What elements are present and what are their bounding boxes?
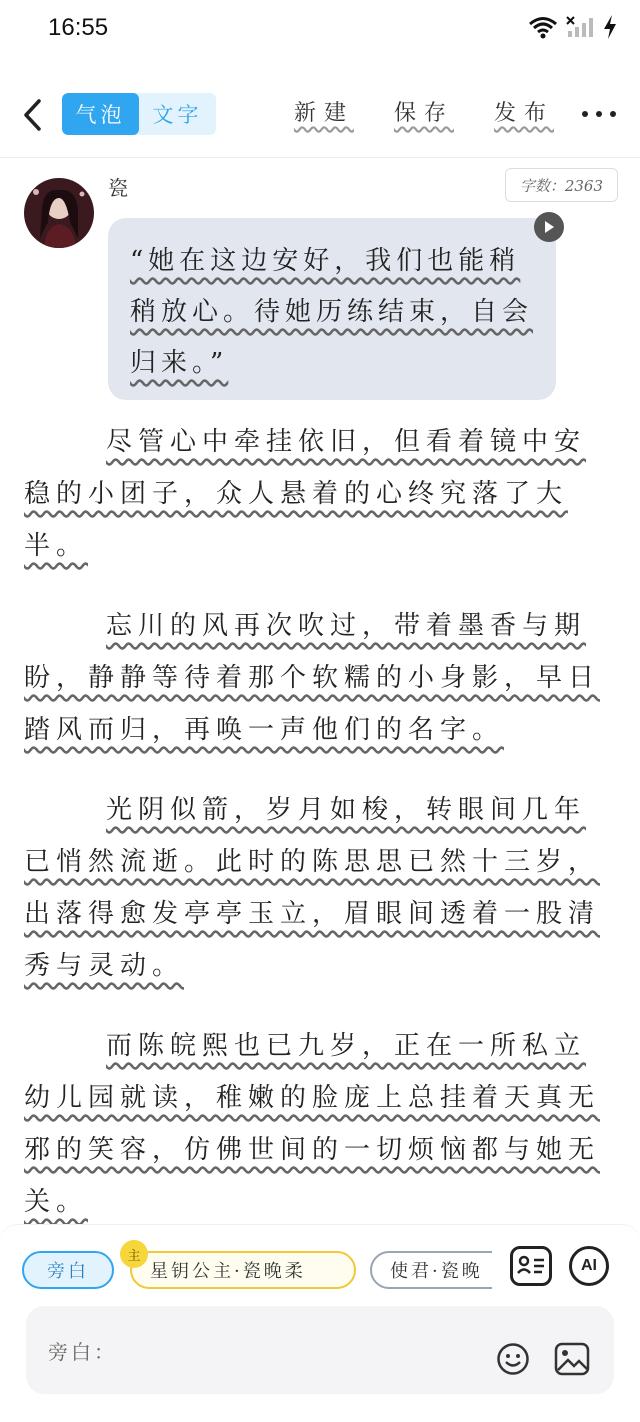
speaker-avatar[interactable] xyxy=(24,178,94,248)
role-princess-chip[interactable]: 星钥公主·瓷晚柔 xyxy=(130,1251,356,1289)
status-time: 16:55 xyxy=(48,14,109,41)
play-icon xyxy=(543,220,555,234)
mode-toggle xyxy=(62,93,216,135)
narration-paragraph[interactable]: 光阴似箭，岁月如梭，转眼间几年已悄然流逝。此时的陈思思已然十三岁，出落得愈发亭亭玉立，眉眼间透着一股清秀与灵动。 xyxy=(24,795,601,981)
play-audio-button[interactable] xyxy=(534,212,564,242)
status-bar xyxy=(0,0,640,58)
more-dot-icon xyxy=(610,111,616,117)
narration-list xyxy=(24,416,604,1256)
save-button[interactable]: 保存 xyxy=(393,101,454,126)
charging-icon xyxy=(602,14,618,40)
role-envoy-chip[interactable]: 使君·瓷晚 xyxy=(370,1251,492,1289)
chevron-left-icon xyxy=(21,98,43,132)
role-narrator-chip[interactable]: 旁白 xyxy=(22,1251,114,1289)
id-card-icon xyxy=(513,1249,549,1283)
image-icon[interactable] xyxy=(554,1342,590,1376)
more-dot-icon xyxy=(582,111,588,117)
mode-text-tab[interactable]: 文字 xyxy=(152,103,203,127)
top-actions xyxy=(294,96,554,127)
main-role-badge: 主 xyxy=(120,1240,148,1268)
new-button[interactable]: 新建 xyxy=(293,101,354,126)
publish-button[interactable]: 发布 xyxy=(493,101,554,126)
ai-button[interactable]: AI xyxy=(569,1246,609,1286)
emoji-icon[interactable] xyxy=(496,1342,530,1376)
role-card-button[interactable] xyxy=(510,1246,552,1286)
word-count-badge: 字数：2363 xyxy=(505,168,618,202)
top-bar xyxy=(0,76,640,158)
more-dot-icon xyxy=(596,111,602,117)
narration-paragraph[interactable]: 而陈皖熙也已九岁，正在一所私立幼儿园就读，稚嫩的脸庞上总挂着天真无邪的笑容，仿佛世间的一切烦恼都与她无关。 xyxy=(24,1031,601,1217)
dialogue-bubble[interactable] xyxy=(108,218,556,400)
input-box xyxy=(26,1306,614,1394)
status-icons xyxy=(528,14,618,40)
mode-bubble-tab[interactable]: 气泡 xyxy=(62,93,139,135)
role-selector xyxy=(22,1251,492,1289)
signal-off-icon xyxy=(566,15,594,39)
back-button[interactable] xyxy=(14,92,50,138)
narration-paragraph[interactable]: 忘川的风再次吹过，带着墨香与期盼，静静等待着那个软糯的小身影，早日踏风而归，再唤一声他们的名字。 xyxy=(24,611,601,745)
more-menu-button[interactable] xyxy=(582,102,616,126)
message-input[interactable] xyxy=(126,1326,486,1374)
bubble-text: “她在这边安好，我们也能稍稍放心。待她历练结束，自会归来。” xyxy=(130,246,534,378)
input-role-prefix: 旁白： xyxy=(48,1340,117,1364)
wifi-icon xyxy=(528,15,558,39)
speaker-name: 瓷 xyxy=(108,176,128,200)
narration-paragraph[interactable]: 尽管心中牵挂依旧，但看着镜中安稳的小团子，众人悬着的心终究落了大半。 xyxy=(24,427,587,561)
